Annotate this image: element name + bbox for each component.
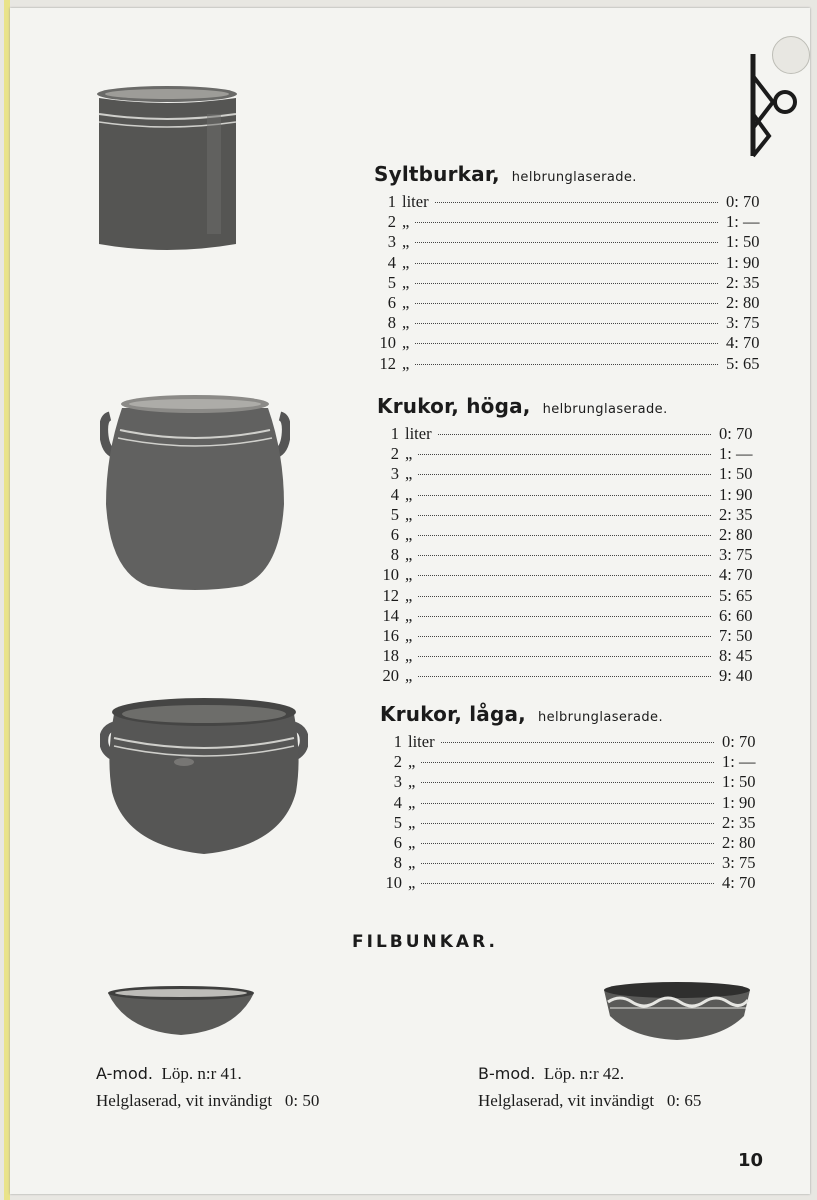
- price-row: [377, 525, 759, 545]
- row-unit: „: [405, 504, 413, 524]
- price-row: [374, 253, 766, 273]
- row-price: 2: 35: [722, 812, 756, 832]
- row-quantity: 2: [387, 212, 396, 232]
- row-price: 6: 60: [719, 605, 753, 625]
- price-row: [377, 545, 759, 565]
- price-row: [377, 586, 759, 606]
- row-quantity: 5: [390, 504, 399, 524]
- row-unit: „: [405, 646, 413, 666]
- leader-dots: [415, 242, 718, 243]
- leader-dots: [418, 495, 711, 496]
- row-price: 8: 45: [719, 646, 753, 666]
- brand-logo-icon: [745, 52, 801, 158]
- price-row: [374, 273, 766, 293]
- price-row: [380, 813, 762, 833]
- row-unit: „: [408, 792, 416, 812]
- leader-dots: [418, 596, 711, 597]
- leader-dots: [421, 863, 714, 864]
- bowl-b-number: Löp. n:r 42.: [543, 1064, 625, 1083]
- row-price: 4: 70: [726, 333, 760, 353]
- row-price: 4: 70: [719, 565, 753, 585]
- low-pot-image: [100, 696, 308, 858]
- row-price: 0: 70: [722, 732, 756, 751]
- bowl-b-price: 0: 65: [666, 1091, 702, 1110]
- section-heading: Krukor, låga, helbrunglaserade.: [380, 702, 663, 726]
- row-quantity: 12: [382, 585, 399, 605]
- row-price: 3: 75: [726, 313, 760, 333]
- section-krukor-hoga: [377, 394, 759, 686]
- row-unit: liter: [408, 732, 435, 751]
- leader-dots: [421, 803, 714, 804]
- section-heading: Krukor, höga, helbrunglaserade.: [377, 394, 668, 418]
- page-number: 10: [738, 1150, 764, 1171]
- row-price: 2: 80: [719, 524, 753, 544]
- price-row: [374, 192, 766, 212]
- row-unit: „: [402, 313, 410, 333]
- row-quantity: 10: [379, 333, 396, 353]
- price-row: [377, 565, 759, 585]
- row-unit: „: [408, 853, 416, 873]
- row-unit: „: [405, 444, 413, 464]
- row-unit: „: [402, 252, 410, 272]
- tall-pot-image: [100, 394, 290, 594]
- row-unit: „: [408, 812, 416, 832]
- price-list: [374, 192, 766, 374]
- row-unit: liter: [405, 424, 432, 443]
- section-heading: Syltburkar, helbrunglaserade.: [374, 162, 637, 186]
- row-quantity: 3: [393, 772, 402, 792]
- section-krukor-laga: [380, 702, 762, 894]
- row-quantity: 3: [390, 464, 399, 484]
- row-price: 2: 80: [722, 832, 756, 852]
- row-price: 1: 90: [726, 252, 760, 272]
- row-price: 3: 75: [722, 853, 756, 873]
- row-quantity: 5: [387, 272, 396, 292]
- row-price: 9: 40: [719, 666, 753, 686]
- row-unit: „: [408, 873, 416, 893]
- price-row: [377, 464, 759, 484]
- row-unit: „: [405, 666, 413, 686]
- row-quantity: 2: [390, 444, 399, 464]
- row-unit: „: [408, 752, 416, 772]
- leader-dots: [418, 454, 711, 455]
- leader-dots: [441, 742, 714, 743]
- leader-dots: [421, 883, 714, 884]
- row-price: 4: 70: [722, 873, 756, 893]
- row-quantity: 4: [390, 484, 399, 504]
- row-price: 1: —: [719, 444, 753, 464]
- row-quantity: 1: [390, 424, 399, 443]
- row-quantity: 5: [393, 812, 402, 832]
- price-row: [380, 752, 762, 772]
- bowl-b-description: Helglaserad, vit invändigt: [478, 1091, 655, 1110]
- row-quantity: 12: [379, 353, 396, 373]
- price-row: [377, 606, 759, 626]
- leader-dots: [418, 656, 711, 657]
- row-price: 1: —: [726, 212, 760, 232]
- row-price: 0: 70: [719, 424, 753, 443]
- row-unit: „: [402, 212, 410, 232]
- price-list: [377, 424, 759, 686]
- row-unit: „: [405, 524, 413, 544]
- row-quantity: 8: [393, 853, 402, 873]
- price-row: [380, 873, 762, 893]
- price-row: [377, 646, 759, 666]
- bowl-b-caption: [478, 1060, 701, 1114]
- price-row: [374, 333, 766, 353]
- row-quantity: 20: [382, 666, 399, 686]
- price-row: [380, 732, 762, 752]
- row-unit: „: [402, 353, 410, 373]
- row-quantity: 6: [390, 524, 399, 544]
- row-unit: „: [402, 232, 410, 252]
- price-row: [380, 793, 762, 813]
- leader-dots: [418, 535, 711, 536]
- row-price: 7: 50: [719, 625, 753, 645]
- price-row: [377, 424, 759, 444]
- row-quantity: 10: [385, 873, 402, 893]
- row-unit: „: [405, 625, 413, 645]
- row-quantity: 16: [382, 625, 399, 645]
- bowl-a-description: Helglaserad, vit invändigt: [96, 1091, 273, 1110]
- price-row: [374, 354, 766, 374]
- leader-dots: [435, 202, 718, 203]
- row-quantity: 3: [387, 232, 396, 252]
- leader-dots: [438, 434, 711, 435]
- row-price: 2: 35: [726, 272, 760, 292]
- price-row: [380, 833, 762, 853]
- row-quantity: 10: [382, 565, 399, 585]
- leader-dots: [415, 283, 718, 284]
- leader-dots: [421, 843, 714, 844]
- leader-dots: [415, 364, 718, 365]
- row-quantity: 4: [387, 252, 396, 272]
- row-unit: „: [405, 605, 413, 625]
- row-quantity: 2: [393, 752, 402, 772]
- row-price: 1: —: [722, 752, 756, 772]
- price-row: [380, 853, 762, 873]
- row-unit: „: [402, 292, 410, 312]
- price-row: [377, 666, 759, 686]
- row-unit: „: [405, 484, 413, 504]
- bowl-b-image: [602, 980, 752, 1042]
- row-quantity: 6: [393, 832, 402, 852]
- row-unit: „: [405, 545, 413, 565]
- leader-dots: [415, 263, 718, 264]
- leader-dots: [415, 323, 718, 324]
- price-row: [377, 444, 759, 464]
- price-row: [377, 485, 759, 505]
- row-quantity: 14: [382, 605, 399, 625]
- leader-dots: [418, 555, 711, 556]
- price-row: [380, 772, 762, 792]
- row-price: 2: 80: [726, 292, 760, 312]
- price-row: [374, 232, 766, 252]
- leader-dots: [418, 616, 711, 617]
- row-unit: „: [405, 585, 413, 605]
- leader-dots: [421, 762, 714, 763]
- leader-dots: [418, 676, 711, 677]
- row-unit: „: [402, 272, 410, 292]
- row-unit: liter: [402, 192, 429, 211]
- row-quantity: 1: [387, 192, 396, 211]
- bowl-b-model: B-mod.: [478, 1064, 536, 1083]
- price-row: [374, 212, 766, 232]
- bowl-a-model: A-mod.: [96, 1064, 153, 1083]
- leader-dots: [421, 823, 714, 824]
- row-quantity: 4: [393, 792, 402, 812]
- row-unit: „: [405, 464, 413, 484]
- price-row: [374, 293, 766, 313]
- row-price: 0: 70: [726, 192, 760, 211]
- bowl-a-price: 0: 50: [284, 1091, 320, 1110]
- row-quantity: 6: [387, 292, 396, 312]
- row-price: 1: 90: [722, 792, 756, 812]
- row-unit: „: [405, 565, 413, 585]
- leader-dots: [421, 782, 714, 783]
- row-price: 1: 90: [719, 484, 753, 504]
- price-row: [377, 626, 759, 646]
- leader-dots: [415, 303, 718, 304]
- row-price: 3: 75: [719, 545, 753, 565]
- row-unit: „: [408, 832, 416, 852]
- jam-jar-image: [95, 84, 240, 254]
- bowl-a-number: Löp. n:r 41.: [161, 1064, 242, 1083]
- leader-dots: [415, 343, 718, 344]
- row-price: 2: 35: [719, 504, 753, 524]
- row-price: 5: 65: [719, 585, 753, 605]
- row-price: 5: 65: [726, 353, 760, 373]
- section-syltburkar: [374, 162, 766, 374]
- leader-dots: [418, 515, 711, 516]
- row-unit: „: [408, 772, 416, 792]
- row-quantity: 18: [382, 646, 399, 666]
- price-row: [377, 505, 759, 525]
- price-list: [380, 732, 762, 894]
- row-quantity: 1: [393, 732, 402, 751]
- bowl-a-caption: [96, 1060, 319, 1114]
- row-price: 1: 50: [722, 772, 756, 792]
- row-unit: „: [402, 333, 410, 353]
- row-quantity: 8: [390, 545, 399, 565]
- row-quantity: 8: [387, 313, 396, 333]
- row-price: 1: 50: [726, 232, 760, 252]
- price-row: [374, 313, 766, 333]
- bowl-a-image: [106, 985, 256, 1037]
- filbunkar-heading: FILBUNKAR.: [352, 932, 498, 952]
- leader-dots: [418, 575, 711, 576]
- row-price: 1: 50: [719, 464, 753, 484]
- leader-dots: [418, 636, 711, 637]
- leader-dots: [418, 474, 711, 475]
- leader-dots: [415, 222, 718, 223]
